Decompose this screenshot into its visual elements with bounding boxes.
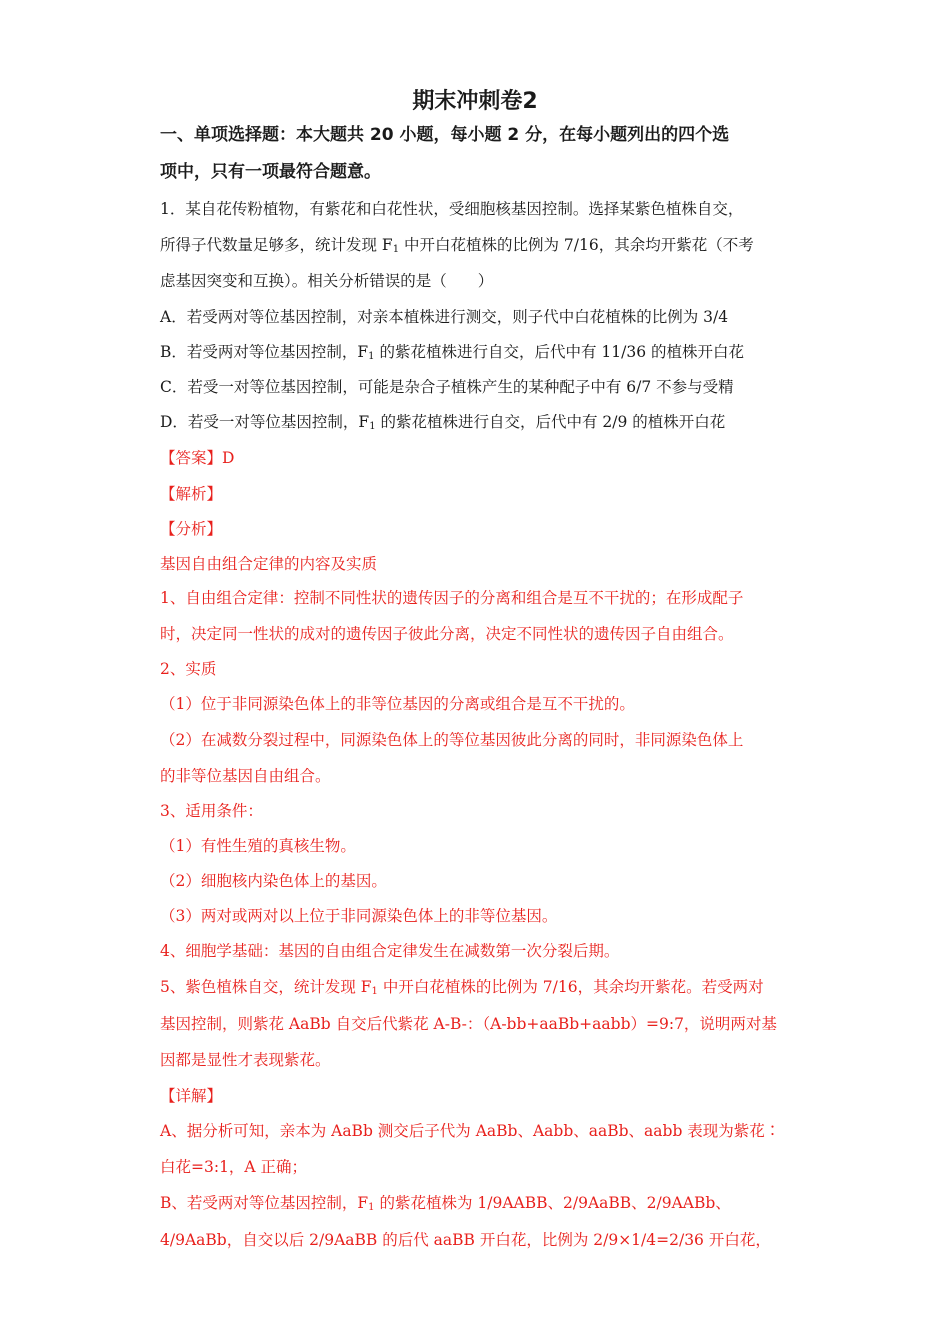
option-c: C．若受一对等位基因控制，可能是杂合子植株产生的某种配子中有 6/7 不参与受精	[160, 378, 734, 396]
detail-heading: 【详解】	[160, 1087, 223, 1105]
question-line-1: 1．某自花传粉植物，有紫花和白花性状，受细胞核基因控制。选择某紫色植株自交，	[160, 200, 744, 218]
analysis-line: 时，决定同一性状的成对的遗传因子彼此分离，决定不同性状的遗传因子自由组合。	[160, 625, 734, 643]
page-title: 期末冲刺卷2	[412, 89, 538, 114]
analysis-line: （1）位于非同源染色体上的非等位基因的分离或组合是互不干扰的。	[160, 695, 635, 713]
analysis-line: 基因控制，则紫花 AaBb 自交后代紫花 A-B-：（A-bb+aaBb+aabb）=9:7，说明两对基	[160, 1015, 777, 1033]
analysis-heading: 【解析】	[160, 485, 223, 503]
question-line-2: 所得子代数量足够多，统计发现 $F_1$ 中开白花植株的比例为 7/16，其余均开紫花（不考	[160, 236, 754, 255]
section-heading-line-2: 项中，只有一项最符合题意。	[160, 162, 381, 182]
analysis-line: （2）在减数分裂过程中，同源染色体上的等位基因彼此分离的同时，非同源染色体上	[160, 731, 744, 749]
analysis-line: 2、实质	[160, 660, 217, 678]
analysis-line: （2）细胞核内染色体上的基因。	[160, 872, 387, 890]
analysis-line: 3、适用条件：	[160, 802, 263, 820]
fenxi-heading: 【分析】	[160, 520, 223, 538]
detail-line: B、若受两对等位基因控制，$F_1$ 的紫花植株为 1/9AABB、2/9AaBB、2/9AABb、	[160, 1194, 731, 1213]
analysis-line: 因都是显性才表现紫花。	[160, 1051, 331, 1069]
option-a: A．若受两对等位基因控制，对亲本植株进行测交，则子代中白花植株的比例为 3/4	[160, 308, 729, 326]
analysis-line: 的非等位基因自由组合。	[160, 767, 331, 785]
detail-line: 4/9AaBb，自交以后 2/9AaBB 的后代 aaBB 开白花，比例为 2/9×1/4=2/36 开白花，	[160, 1231, 771, 1249]
answer-line: 【答案】D	[160, 449, 235, 467]
analysis-line: 5、紫色植株自交，统计发现 $F_1$ 中开白花植株的比例为 7/16，其余均开紫花。若受两对	[160, 978, 764, 997]
analysis-line: 4、细胞学基础：基因的自由组合定律发生在减数第一次分裂后期。	[160, 942, 620, 960]
detail-line: A、据分析可知，亲本为 AaBb 测交后子代为 AaBb、Aabb、aaBb、aabb 表现为紫花∶	[160, 1122, 781, 1140]
option-d: D．若受一对等位基因控制，$F_1$ 的紫花植株进行自交，后代中有 2/9 的植株开白花	[160, 413, 726, 432]
question-line-3: 虑基因突变和互换）。相关分析错误的是（ ）	[160, 272, 494, 290]
detail-line: 白花=3:1，A 正确；	[160, 1158, 308, 1176]
analysis-line: （1）有性生殖的真核生物。	[160, 837, 356, 855]
analysis-line: 1、自由组合定律：控制不同性状的遗传因子的分离和组合是互不干扰的；在形成配子	[160, 589, 744, 607]
analysis-line: 基因自由组合定律的内容及实质	[160, 555, 378, 573]
analysis-line: （3）两对或两对以上位于非同源染色体上的非等位基因。	[160, 907, 558, 925]
section-heading-line-1: 一、单项选择题：本大题共 20 小题，每小题 2 分，在每小题列出的四个选	[160, 125, 730, 145]
option-b: B．若受两对等位基因控制，$F_1$ 的紫花植株进行自交，后代中有 11/36 的植株开白花	[160, 343, 744, 362]
